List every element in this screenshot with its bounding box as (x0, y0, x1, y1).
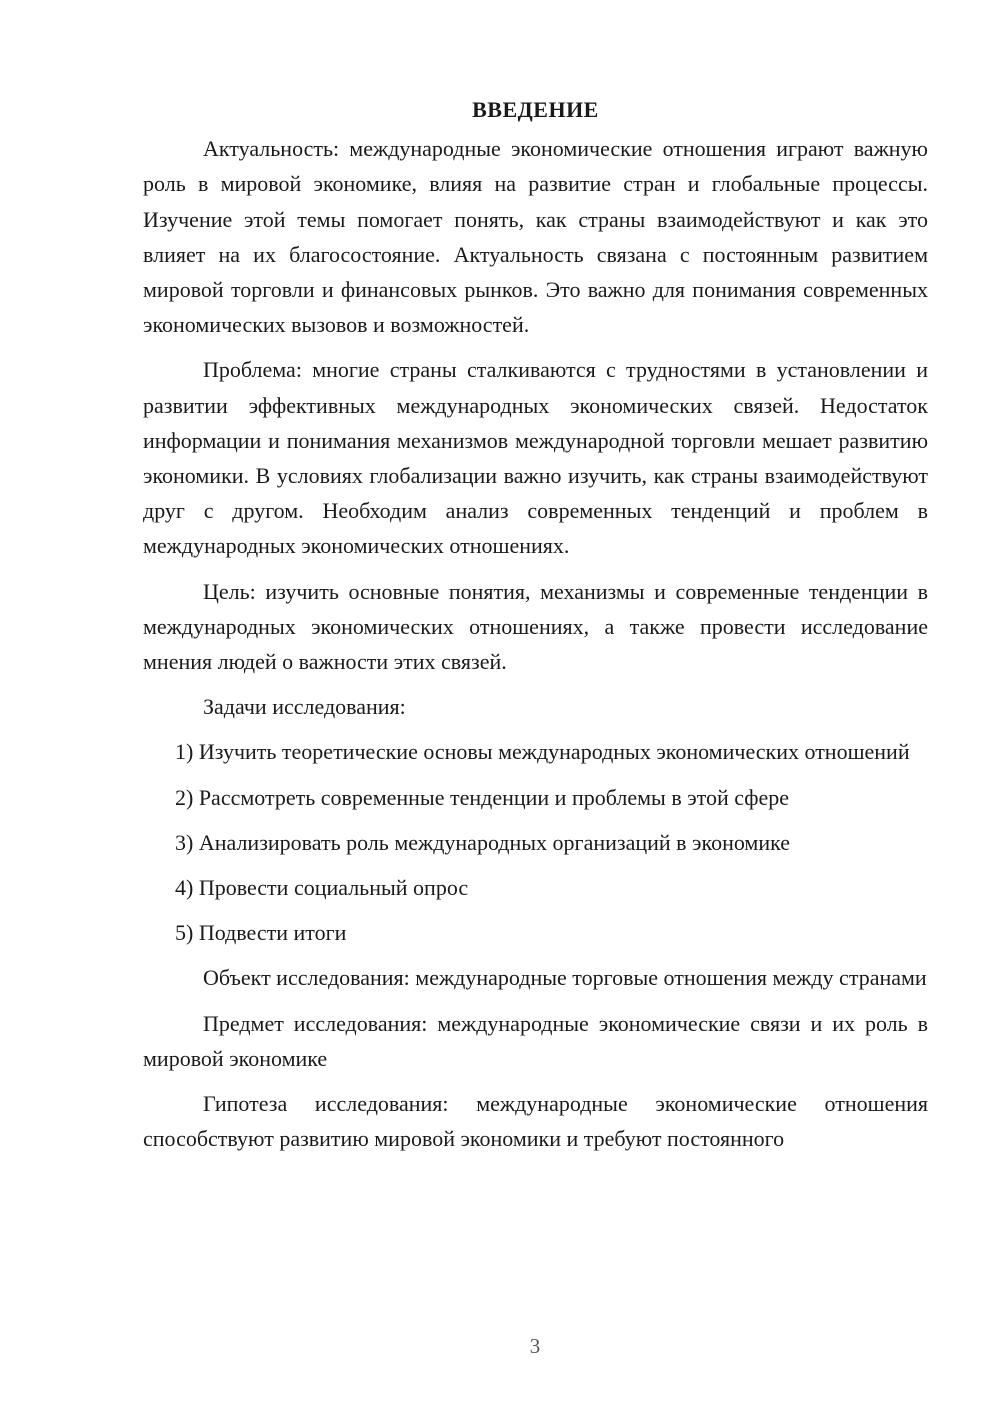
relevance-paragraph: Актуальность: международные экономические отношения играют важную роль в мировой экономике, влияя на развитие стран и глобальные процессы. Изучение этой темы помогает понять, как страны взаимодействуют и как это влияет на их благосостояние. Актуальность связана с постоянным развитием мировой торговли и финансовых рынков. Это важно для понимания современных экономических вызовов и возможностей. (143, 136, 928, 338)
tasks-heading: Задачи исследования: (203, 694, 406, 720)
task-item: 2) Рассмотреть современные тенденции и проблемы в этой сфере (175, 784, 790, 810)
subject-paragraph: Предмет исследования: международные экономические связи и их роль в мировой экономике (143, 1010, 928, 1071)
page-number: 3 (529, 1334, 541, 1358)
hypothesis-paragraph: Гипотеза исследования: международные экономические отношения способствуют развитию мировой экономики и требуют постоянного (143, 1091, 928, 1152)
document-page (143, 92, 928, 1166)
goal-paragraph: Цель: изучить основные понятия, механизмы и современные тенденции в международных экономических отношениях, а также провести исследование мнения людей о важности этих связей. (143, 578, 928, 675)
task-item: 3) Анализировать роль международных организаций в экономике (175, 829, 791, 855)
section-heading: ВВЕДЕНИЕ (472, 97, 599, 122)
task-item: 1) Изучить теоретические основы международных экономических отношений (175, 739, 910, 765)
problem-paragraph: Проблема: многие страны сталкиваются с трудностями в установлении и развитии эффективных международных экономических связей. Недостаток информации и понимания механизмов международной торговли мешает развитию экономики. В условиях глобализации важно изучить, как страны взаимодействуют друг с другом. Необходим анализ современных тенденций и проблем в международных экономических отношениях. (143, 357, 928, 559)
object-paragraph: Объект исследования: международные торговые отношения между странами (203, 965, 927, 991)
task-item: 4) Провести социальный опрос (175, 875, 469, 901)
task-item: 5) Подвести итоги (175, 920, 347, 946)
